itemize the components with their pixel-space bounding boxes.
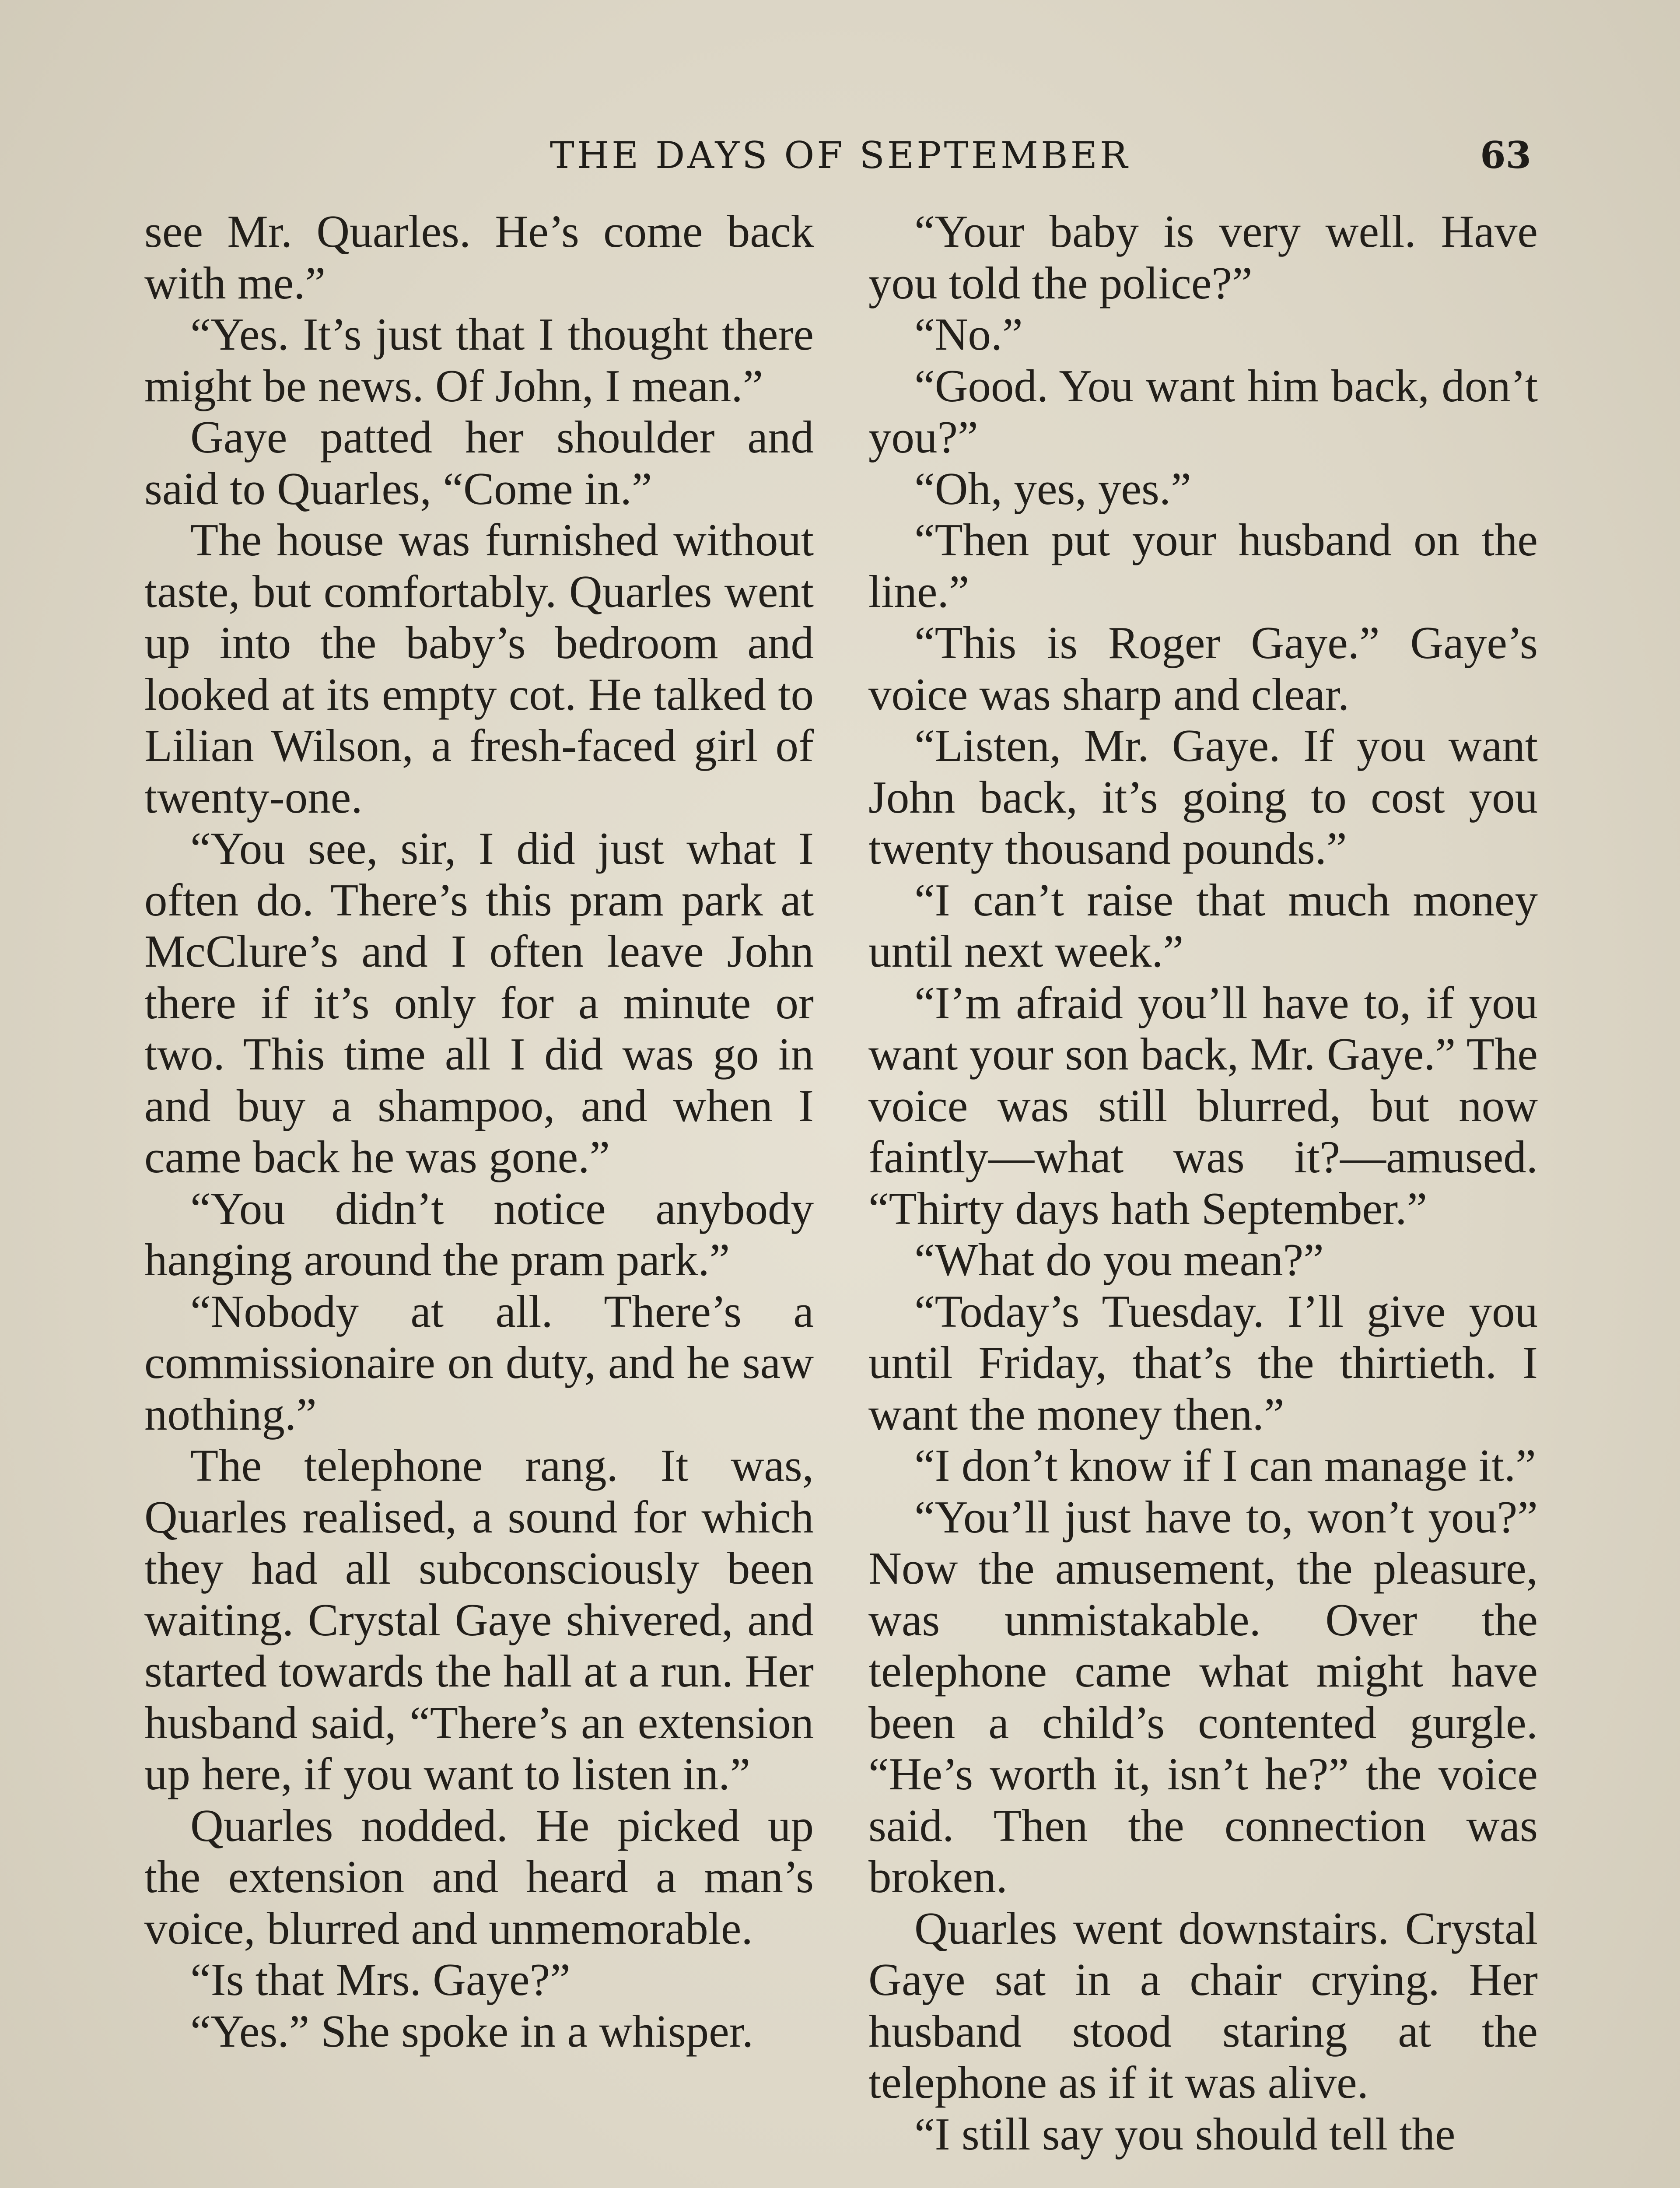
paragraph: “You see, sir, I did just what I often do. There’s this pram park at McClure’s and I often leave John there if it’s only for a minute or two. This time all I did was go in and buy a shampoo, and when I came back he was gone.” — [144, 823, 814, 1182]
right-column — [868, 206, 1538, 2160]
paragraph: “Listen, Mr. Gaye. If you want John back, it’s going to cost you twenty thousand pounds.” — [868, 720, 1538, 874]
paragraph: “Your baby is very well. Have you told the police?” — [868, 206, 1538, 309]
paragraph: “Yes. It’s just that I thought there might be news. Of John, I mean.” — [144, 309, 814, 411]
paragraph: “I can’t raise that much money until next week.” — [868, 874, 1538, 977]
paragraph: Quarles nodded. He picked up the extension and heard a man’s voice, blurred and unmemorable. — [144, 1799, 814, 1954]
page-number: 63 — [1480, 133, 1531, 177]
paragraph: “Good. You want him back, don’t you?” — [868, 360, 1538, 463]
paragraph: “This is Roger Gaye.” Gaye’s voice was sharp and clear. — [868, 617, 1538, 720]
paragraph: “Oh, yes, yes.” — [914, 463, 1191, 514]
paragraph: see Mr. Quarles. He’s come back with me.” — [144, 206, 814, 309]
paragraph: Quarles went downstairs. Crystal Gaye sat in a chair crying. Her husband stood staring at the telephone as if it was alive. — [868, 1902, 1538, 2108]
paragraph: Gaye patted her shoulder and said to Quarles, “Come in.” — [144, 411, 814, 514]
paragraph: “No.” — [914, 309, 1023, 360]
paragraph: “What do you mean?” — [914, 1234, 1324, 1285]
paragraph: The house was furnished without taste, but comfortably. Quarles went up into the baby’s bedroom and looked at its empty cot. He talked to Lilian Wilson, a fresh-faced girl of twenty-one. — [144, 514, 814, 823]
left-column — [144, 206, 814, 2057]
paragraph: “Then put your husband on the line.” — [868, 514, 1538, 617]
paragraph: The telephone rang. It was, Quarles realised, a sound for which they had all subconsciously been waiting. Crystal Gaye shivered, and started towards the hall at a run. Her husband said, “There’s an extension up here, if you want to listen in.” — [144, 1440, 814, 1799]
paragraph: “You didn’t notice anybody hanging around the pram park.” — [144, 1182, 814, 1285]
paragraph: “Today’s Tuesday. I’ll give you until Friday, that’s the thirtieth. I want the money then.” — [868, 1285, 1538, 1440]
paragraph: “I’m afraid you’ll have to, if you want your son back, Mr. Gaye.” The voice was still blurred, but now faintly—what was it?—amused. “Thirty days hath September.” — [868, 977, 1538, 1234]
paragraph: “I still say you should tell the — [914, 2108, 1456, 2160]
paragraph: “You’ll just have to, won’t you?” Now the amusement, the pleasure, was unmistakable. Over the telephone came what might have been a child’s contented gurgle. “He’s worth it, isn’t he?” the voice said. Then the connection was broken. — [868, 1491, 1538, 1902]
paragraph: “I don’t know if I can manage it.” — [914, 1440, 1536, 1491]
running-title: THE DAYS OF SEPTEMBER — [550, 134, 1130, 177]
paragraph: “Is that Mrs. Gaye?” — [190, 1954, 570, 2005]
paragraph: “Yes.” She spoke in a whisper. — [190, 2005, 754, 2057]
paragraph: “Nobody at all. There’s a commissionaire on duty, and he saw nothing.” — [144, 1285, 814, 1440]
page-header — [0, 131, 1680, 179]
